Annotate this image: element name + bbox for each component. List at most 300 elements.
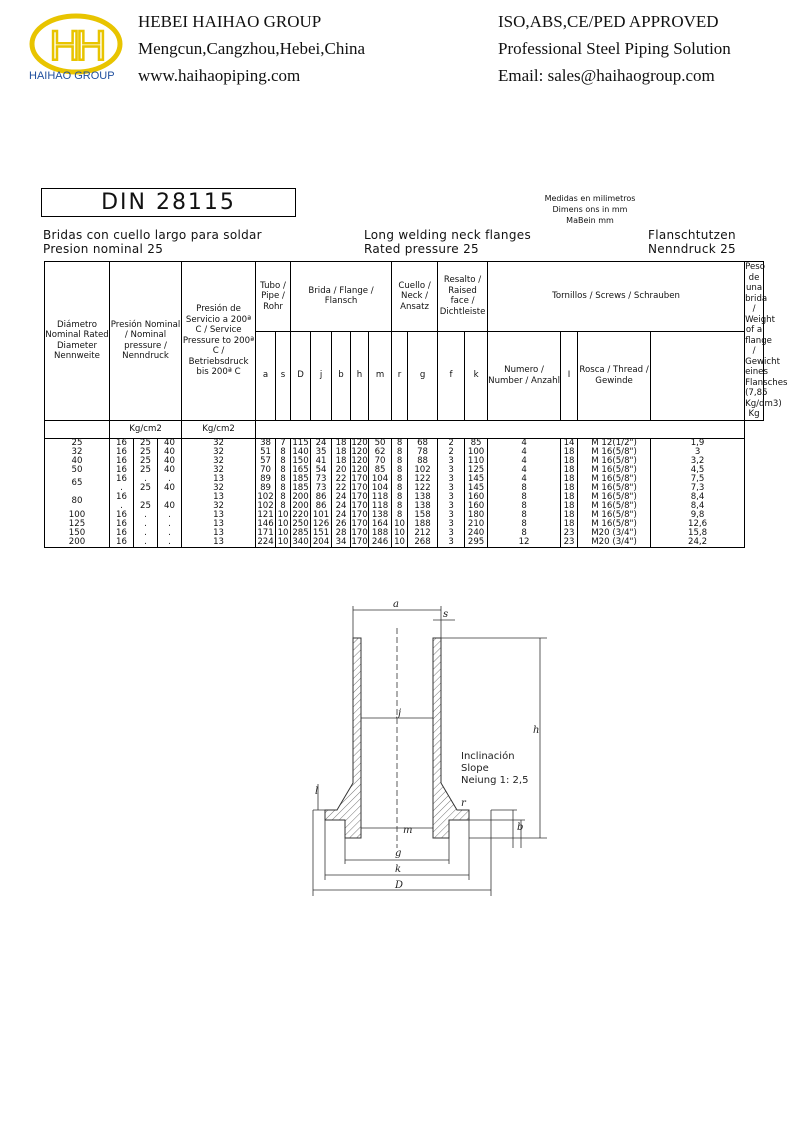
cell-p2: 25 [134,448,158,457]
cell-dn: 25 [45,438,110,448]
cell-g: 122 [408,475,438,484]
cell-b: 26 [332,520,351,529]
cell-thr: M 16(5/8") [578,475,651,484]
table-row [45,457,764,466]
col-flange: Brida / Flange / Flansch [291,262,392,332]
company-name: HEBEI HAIHAO GROUP [138,12,322,31]
col-l: I [561,331,578,420]
cell-thr: M 16(5/8") [578,511,651,520]
cell-r: 8 [392,484,408,493]
cell-h: 120 [351,464,368,475]
col-a: a [256,331,276,420]
label-a: a [393,599,399,610]
units-de: MaBein mm [566,216,614,225]
cell-thr: M 16(5/8") [578,520,651,529]
cell-a: 146 [257,518,274,529]
email-line: Email: sales@haihaogroup.com [498,66,715,85]
cell-s: 8 [276,466,291,475]
cell-p3: 40 [158,448,182,457]
cell-sp: 13 [182,538,256,548]
cell-l: 18 [561,466,578,475]
cell-m: 118 [369,493,392,502]
cell-a: 38 [256,438,276,448]
cell-b: 24 [332,511,351,520]
cell-p2: . [134,529,158,538]
cell-p3: 40 [158,502,182,511]
cell-p2: 25 [134,484,158,493]
cell-w: 12,6 [651,520,745,529]
cell-a: 121 [257,509,274,520]
cell-l: 23 [561,529,578,538]
cell-k: 100 [465,448,488,457]
cell-g: 122 [408,484,438,493]
cell-b: 20 [332,466,351,475]
cell-g: 88 [408,457,438,466]
cell-n: 8 [488,502,561,511]
cell-j: 86 [311,493,332,502]
cell-b: 28 [332,529,351,538]
dimensions-table [44,261,788,548]
cell-dn: 100 [45,511,110,520]
cell-a: 171 [257,527,274,538]
cell-r: 8 [392,511,408,520]
cell-j: 54 [311,466,332,475]
company-info [138,13,365,94]
cell-r: 8 [392,448,408,457]
label-g: g [395,848,402,859]
title-en-2: Rated pressure 25 [364,242,479,256]
units-es: Medidas en milimetros [544,194,636,203]
cell-f: 3 [438,511,465,520]
cell-p1: 16 [110,529,134,538]
cell-w: 15,8 [651,529,745,538]
cell-dn: 200 [45,538,110,548]
cell-n: 8 [488,484,561,493]
cell-p1: 16 [110,457,134,466]
cell-f: 3 [438,529,465,538]
units-en: Dimens ons in mm [552,205,628,214]
cell-dn: 150 [45,529,110,538]
cell-D: 340 [292,536,309,547]
cell-sp: 13 [182,493,256,502]
cell-sp: 13 [182,520,256,529]
logo-caption: HAIHAO GROUP [29,70,115,82]
cell-f: 3 [438,466,465,475]
cell-n: 4 [488,466,561,475]
unit-blank-diameter [45,420,110,438]
col-service: Presión de Servicio a 200ª C / Service Pressure to 200ª C / Betriebsdruck bis 200ª C [182,262,256,421]
label-D: D [395,880,404,891]
cell-sp: 32 [182,448,256,457]
cell-k: 295 [465,538,488,548]
cell-dn: 40 [45,457,110,466]
cell-thr: M 16(5/8") [578,502,651,511]
col-D: D [291,331,311,420]
cell-p1: 16 [110,475,134,484]
cell-h: 120 [351,455,368,466]
cell-g: 102 [408,466,438,475]
cell-j: 73 [311,484,332,493]
cell-p3: . [158,475,182,484]
cell-p3: . [158,520,182,529]
cell-g: 158 [408,511,438,520]
cell-h: 170 [351,473,368,484]
col-bolts: Tornillos / Screws / Schrauben [488,262,745,332]
title-english [364,228,531,256]
cell-r: 8 [392,502,408,511]
cell-a: 102 [257,500,274,511]
table-row [45,466,764,475]
cell-j: 126 [311,520,332,529]
label-s: s [443,609,449,620]
col-m: m [369,331,392,420]
cell-h: 170 [351,482,368,493]
standard-title: DIN 28115 [41,188,296,217]
col-b: b [332,331,351,420]
cell-dn: 32 [45,448,110,457]
cell-g: 188 [408,520,438,529]
cell-k: 160 [465,502,488,511]
cell-g: 138 [408,493,438,502]
cell-h: 170 [351,500,368,511]
table-row [45,538,764,548]
cell-s: 7 [276,438,291,448]
cell-f: 3 [438,475,465,484]
cell-m: 188 [369,529,392,538]
logo-mark: HH [49,22,103,69]
label-j: j [398,708,402,719]
cell-j: 24 [311,438,332,448]
unit-service: Kg/cm2 [182,420,256,438]
cell-l: 18 [561,484,578,493]
cell-D: 250 [292,518,309,529]
cell-m: 118 [369,502,392,511]
cell-a: 224 [257,536,274,547]
cell-k: 125 [465,466,488,475]
cell-n: 12 [488,538,561,548]
label-m: m [403,825,413,836]
cell-D: 185 [292,473,309,484]
cell-b: 22 [332,475,351,484]
cell-l: 18 [561,475,578,484]
company-address: Mengcun,Cangzhou,Hebei,China [138,39,366,58]
cell-l: 18 [561,448,578,457]
label-l: l [315,786,319,797]
title-es-1: Bridas con cuello largo para soldar [43,228,262,242]
cell-f: 3 [438,484,465,493]
col-weight: Peso de una brida / Weight of a flange / Gewicht eines Flansches (7,85 Kg/dm3) Kg [745,262,788,419]
cell-j: 73 [311,475,332,484]
cell-a: 102 [257,491,274,502]
cell-h: 170 [351,509,368,520]
cell-thr: M20 (3/4") [578,529,651,538]
cell-l: 18 [561,520,578,529]
cell-p2: . [134,475,158,484]
label-h: h [533,725,540,736]
cell-r: 8 [392,438,408,448]
cell-j: 41 [311,457,332,466]
cell-f: 3 [438,502,465,511]
cell-sp: 13 [182,475,256,484]
cell-l: 23 [561,538,578,548]
cell-h: 120 [351,446,368,457]
cell-sp: 13 [182,511,256,520]
cell-sp: 32 [182,466,256,475]
cell-m: 85 [369,466,392,475]
cell-p3: 40 [158,438,182,448]
cell-dn: 80 [45,493,110,511]
cell-p1: . [110,484,134,493]
company-website: www.haihaopiping.com [138,66,301,85]
cell-r: 8 [392,493,408,502]
cell-thr: M 16(5/8") [578,448,651,457]
cell-w: 4,5 [651,466,745,475]
cell-l: 18 [561,511,578,520]
cell-p2: . [134,538,158,548]
cell-p3: . [158,511,182,520]
col-raised-face: Resalto / Raised face / Dichtleiste [438,262,488,332]
cell-n: 4 [488,475,561,484]
cell-m: 246 [369,538,392,548]
cell-p3: . [158,529,182,538]
cell-thr: M 12(1/2") [578,438,651,448]
cell-g: 212 [408,529,438,538]
title-spanish [43,228,262,256]
cell-n: 8 [488,529,561,538]
label-k: k [395,864,402,875]
cell-thr: M20 (3/4") [578,538,651,548]
slope-de: Neiung 1: 2,5 [461,775,529,786]
cell-k: 210 [465,520,488,529]
cell-l: 18 [561,502,578,511]
cell-w: 7,5 [651,475,745,484]
col-pressure: Presión Nominal / Nominal pressure / Nenndruck [110,262,182,421]
cell-r: 8 [392,466,408,475]
cell-a: 70 [256,466,276,475]
cell-j: 35 [311,448,332,457]
cell-f: 3 [438,520,465,529]
col-diameter: Diámetro Nominal Rated Diameter Nennweite [45,262,110,421]
cell-w: 24,2 [651,538,745,548]
cell-p2: . [134,511,158,520]
title-en-1: Long welding neck flanges [364,228,531,242]
cell-g: 68 [408,438,438,448]
cell-a: 57 [256,457,276,466]
cell-p2: 25 [134,438,158,448]
cell-r: 8 [392,475,408,484]
cell-n: 4 [488,448,561,457]
cell-l: 18 [561,457,578,466]
label-b: b [517,822,524,833]
cell-p1: 16 [110,438,134,448]
cell-D: 185 [292,482,309,493]
cell-g: 268 [408,538,438,548]
cell-s: 10 [276,520,291,529]
col-g: g [408,331,438,420]
cell-r: 8 [392,457,408,466]
cell-p2: 25 [134,466,158,475]
cell-p1: 16 [110,466,134,475]
cell-g: 138 [408,502,438,511]
cell-sp: 32 [182,457,256,466]
table-body [45,438,764,547]
cell-s: 8 [276,457,291,466]
cell-k: 85 [465,438,488,448]
cell-k: 110 [465,457,488,466]
table-row [45,438,764,448]
cell-f: 2 [438,438,465,448]
cell-sp: 32 [182,484,256,493]
col-thread: Rosca / Thread / Gewinde [578,331,651,420]
unit-pressure: Kg/cm2 [110,420,182,438]
flange-drawing [285,598,555,903]
cell-D: 150 [292,455,309,466]
col-number: Numero / Number / Anzahl [488,331,561,420]
cell-thr: M 16(5/8") [578,457,651,466]
cell-f: 2 [438,448,465,457]
cell-p3: 40 [158,484,182,493]
cell-w: 9,8 [651,511,745,520]
cell-p1: 16 [110,493,134,502]
cell-dn: 125 [45,520,110,529]
cell-f: 3 [438,457,465,466]
cell-m: 62 [369,448,392,457]
cell-k: 145 [465,484,488,493]
cell-sp: 32 [182,502,256,511]
slope-es: Inclinación [461,751,515,762]
cell-b: 34 [332,538,351,548]
units-note [520,193,660,226]
cell-s: 10 [276,529,291,538]
cell-D: 220 [292,509,309,520]
cell-thr: M 16(5/8") [578,466,651,475]
slogan-line: Professional Steel Piping Solution [498,39,731,58]
cell-w: 1,9 [651,438,745,448]
cell-a: 89 [256,484,276,493]
cell-a: 51 [256,448,276,457]
cell-p1: 16 [110,511,134,520]
cell-f: 3 [438,493,465,502]
cell-s: 8 [276,493,291,502]
cell-D: 165 [292,464,309,475]
title-de-2: Nenndruck 25 [648,242,736,256]
cell-D: 140 [292,446,309,457]
cell-b: 24 [332,502,351,511]
cell-w: 8,4 [651,502,745,511]
unit-blank-rest [256,420,745,438]
cell-k: 180 [465,511,488,520]
cell-w: 7,3 [651,484,745,493]
cell-p1: 16 [110,520,134,529]
col-j: j [311,331,332,420]
cell-s: 8 [276,484,291,493]
cell-j: 101 [311,511,332,520]
cell-k: 145 [465,475,488,484]
cell-s: 10 [276,511,291,520]
approvals-line: ISO,ABS,CE/PED APPROVED [498,12,719,31]
title-de-1: Flanschtutzen [648,228,736,242]
cell-m: 70 [369,457,392,466]
cell-b: 18 [332,438,351,448]
cell-p3: 40 [158,466,182,475]
cell-n: 8 [488,511,561,520]
cell-r: 10 [392,538,408,548]
cell-m: 104 [369,475,392,484]
cell-m: 164 [369,520,392,529]
cell-f: 3 [438,538,465,548]
cell-g: 78 [408,448,438,457]
cell-sp: 13 [182,529,256,538]
col-f: f [438,331,465,420]
cell-w: 8,4 [651,493,745,502]
cell-h: 170 [351,491,368,502]
cell-l: 14 [561,438,578,448]
table-row [45,502,764,511]
cell-w: 3,2 [651,457,745,466]
cell-p2: 25 [134,502,158,511]
table-row [45,475,764,484]
cell-p1: . [110,502,134,511]
table-row [45,493,764,502]
cell-j: 86 [311,502,332,511]
col-h: h [351,331,369,420]
cell-b: 22 [332,484,351,493]
cell-m: 138 [369,511,392,520]
drawing-labels [315,599,539,891]
cell-n: 4 [488,438,561,448]
company-credentials [498,13,731,94]
cell-s: 8 [276,448,291,457]
cell-k: 160 [465,493,488,502]
cell-dn: 65 [45,475,110,493]
cell-j: 151 [311,529,332,538]
cell-thr: M 16(5/8") [578,484,651,493]
cell-l: 18 [561,493,578,502]
cell-m: 50 [369,438,392,448]
table-row [45,448,764,457]
cell-r: 10 [392,529,408,538]
cell-s: 8 [276,502,291,511]
cell-n: 4 [488,457,561,466]
cell-h: 120 [351,437,368,448]
cell-D: 115 [292,437,309,448]
cell-s: 8 [276,475,291,484]
table-row [45,484,764,493]
title-german [648,228,736,256]
cell-D: 200 [292,491,309,502]
cell-p3: . [158,538,182,548]
cell-m: 104 [369,484,392,493]
cell-p1: 16 [110,448,134,457]
col-pipe: Tubo / Pipe / Rohr [256,262,291,332]
cell-h: 170 [351,518,368,529]
cell-b: 24 [332,493,351,502]
cell-sp: 32 [182,438,256,448]
cell-p1: 16 [110,538,134,548]
slope-note [461,750,528,786]
cell-D: 285 [292,527,309,538]
cell-j: 204 [311,538,332,548]
slope-en: Slope [461,763,489,774]
col-s: s [276,331,291,420]
cell-k: 240 [465,529,488,538]
cell-a: 89 [256,475,276,484]
cell-b: 18 [332,457,351,466]
title-es-2: Presion nominal 25 [43,242,164,256]
cell-s: 10 [276,538,291,548]
cell-n: 8 [488,520,561,529]
cell-thr: M 16(5/8") [578,493,651,502]
